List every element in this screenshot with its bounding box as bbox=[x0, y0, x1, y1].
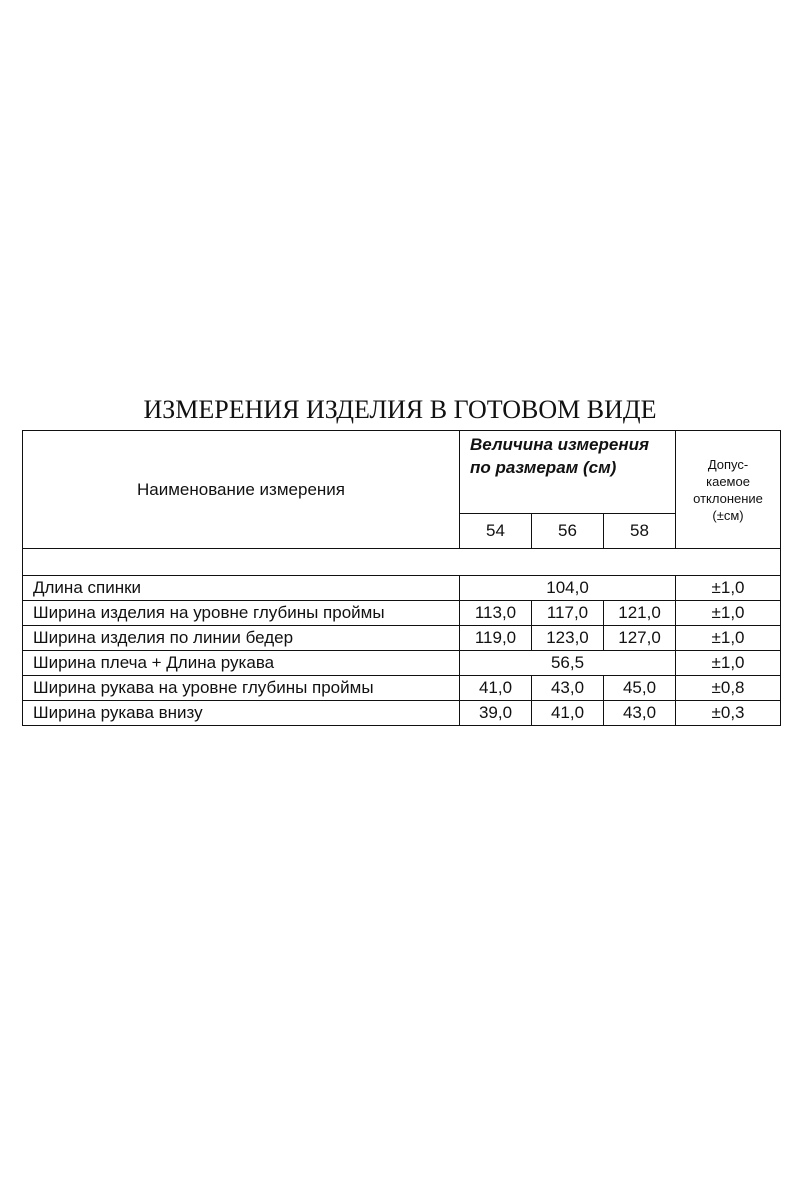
header-tolerance-line4: (±см) bbox=[712, 507, 744, 523]
measurement-name: Ширина плеча + Длина рукава bbox=[23, 651, 460, 676]
table-row bbox=[23, 676, 781, 701]
measurement-value-56: 41,0 bbox=[532, 701, 604, 726]
spacer-row bbox=[23, 549, 781, 576]
header-tolerance-line2: каемое bbox=[706, 473, 750, 489]
header-size-54: 54 bbox=[460, 514, 532, 549]
measurement-value-54: 113,0 bbox=[460, 601, 532, 626]
measurement-value-56: 43,0 bbox=[532, 676, 604, 701]
header-tolerance-line1: Допус- bbox=[707, 456, 749, 472]
document-title: ИЗМЕРЕНИЯ ИЗДЕЛИЯ В ГОТОВОМ ВИДЕ bbox=[143, 395, 657, 424]
measurement-name: Ширина рукава на уровне глубины проймы bbox=[23, 676, 460, 701]
measurement-value-56: 123,0 bbox=[532, 626, 604, 651]
header-size-58: 58 bbox=[604, 514, 676, 549]
measurement-value-58: 45,0 bbox=[604, 676, 676, 701]
header-size-group-line1: Величина измерения bbox=[470, 435, 650, 454]
measurement-value-all-sizes: 56,5 bbox=[460, 651, 676, 676]
measurement-name: Ширина изделия по линии бедер bbox=[23, 626, 460, 651]
table-row bbox=[23, 601, 781, 626]
header-measurement-name: Наименование измерения bbox=[23, 431, 460, 549]
table-row bbox=[23, 626, 781, 651]
measurement-value-54: 119,0 bbox=[460, 626, 532, 651]
header-size-group-line2: по размерам (см) bbox=[470, 458, 617, 477]
measurement-name: Длина спинки bbox=[23, 576, 460, 601]
measurement-value-all-sizes: 104,0 bbox=[460, 576, 676, 601]
measurement-name: Ширина изделия на уровне глубины проймы bbox=[23, 601, 460, 626]
table-row bbox=[23, 651, 781, 676]
measurement-value-58: 127,0 bbox=[604, 626, 676, 651]
tolerance-value: ±0,3 bbox=[676, 701, 781, 726]
header-size-56: 56 bbox=[532, 514, 604, 549]
tolerance-value: ±1,0 bbox=[676, 626, 781, 651]
spacer-cell bbox=[23, 549, 781, 576]
header-tolerance bbox=[676, 431, 781, 549]
tolerance-value: ±0,8 bbox=[676, 676, 781, 701]
tolerance-value: ±1,0 bbox=[676, 576, 781, 601]
table-row bbox=[23, 701, 781, 726]
header-row bbox=[23, 431, 781, 514]
tolerance-value: ±1,0 bbox=[676, 601, 781, 626]
header-tolerance-line3: отклонение bbox=[693, 490, 763, 506]
measurement-value-58: 121,0 bbox=[604, 601, 676, 626]
table-row bbox=[23, 576, 781, 601]
tolerance-value: ±1,0 bbox=[676, 651, 781, 676]
measurement-value-56: 117,0 bbox=[532, 601, 604, 626]
measurement-value-54: 41,0 bbox=[460, 676, 532, 701]
header-size-group bbox=[460, 431, 676, 514]
measurement-name: Ширина рукава внизу bbox=[23, 701, 460, 726]
measurements-table bbox=[22, 430, 781, 726]
measurement-value-58: 43,0 bbox=[604, 701, 676, 726]
measurement-value-54: 39,0 bbox=[460, 701, 532, 726]
